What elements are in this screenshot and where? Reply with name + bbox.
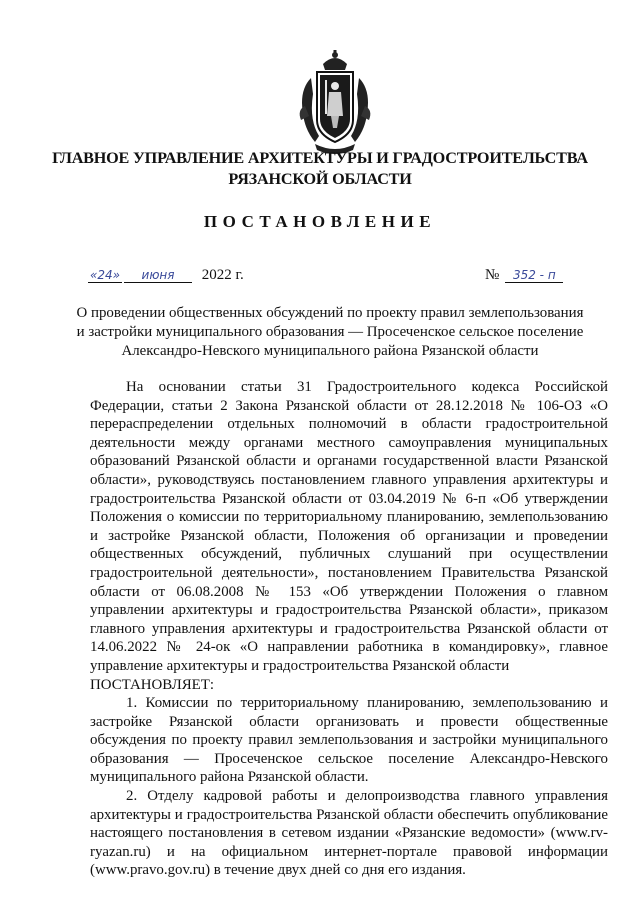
document-subject bbox=[60, 304, 600, 361]
date-close-quote: » bbox=[112, 268, 121, 282]
date-month: июня bbox=[124, 268, 192, 283]
subject-line-3: Александро-Невского муниципального района Рязанской области bbox=[121, 343, 539, 359]
date-day bbox=[88, 268, 122, 283]
clause-1: 1. Комиссии по территориальному планированию, землепользованию и застройке Рязанской области организовать и провести общественные обсуждения по проекту правил землепользования и застройки муниципального образования — Просеченское сельское поселение Александро-Невского муниципального района Рязанской области. bbox=[90, 695, 608, 786]
number-label: № bbox=[485, 267, 500, 283]
coat-of-arms-icon bbox=[295, 50, 375, 158]
org-name-line-1: ГЛАВНОЕ УПРАВЛЕНИЕ АРХИТЕКТУРЫ И ГРАДОСТРОИТЕЛЬСТВА bbox=[52, 149, 588, 167]
date-day-value: 24 bbox=[97, 268, 113, 282]
preamble-paragraph: На основании статьи 31 Градостроительного кодекса Российской Федерации, статьи 2 Закона Рязанской области от 28.12.2018 № 106-ОЗ «О перераспределении отдельных полномочий в области градостроительной деятельности между органами местного самоуправления муниципальных образований Рязанской области и органами государственной власти Рязанской области», руководствуясь постановлением главного управления архитектуры и градостроительства Рязанской области от 03.04.2019 № 6-п «Об утверждении Положения о комиссии по территориальному планированию, землепользованию и застройке Рязанской области, Положения об организации и проведении общественных обсуждений, публичных слушаний при осуществлении градостроительной деятельности», постановлением Правительства Рязанской области от 06.08.2008 № 153 «Об утверждении Положения о главном управлении архитектуры и градостроительства Рязанской области», приказом главного управления архитектуры и градостроительства Рязанской области от 14.06.2022 № 24-ок «О направлении работника в командировку», главное управление архитектуры и градостроительства Рязанской области bbox=[90, 379, 608, 674]
org-name-line-2: РЯЗАНСКОЙ ОБЛАСТИ bbox=[228, 170, 412, 188]
clause-2: 2. Отделу кадровой работы и делопроизводства главного управления архитектуры и градостроительства Рязанской области обеспечить опубликование настоящего постановления в сетевом издании «Рязанские ведомости» (www.rv-ryazan.ru) и на официальном интернет-портале правовой информации (www.pravo.gov.ru) в течение двух дней со дня его издания. bbox=[90, 788, 608, 879]
subject-line-1: О проведении общественных обсуждений по проекту правил землепользования bbox=[76, 305, 584, 321]
document-body bbox=[90, 378, 608, 880]
date-year: 2022 г. bbox=[201, 267, 244, 283]
document-date bbox=[88, 267, 244, 284]
document-type-title: ПОСТАНОВЛЕНИЕ bbox=[203, 212, 437, 231]
date-open-quote: « bbox=[89, 268, 98, 282]
subject-line-2: и застройки муниципального образования — Просеченское сельское поселение bbox=[76, 324, 584, 340]
document-number bbox=[485, 267, 563, 284]
resolves-heading: ПОСТАНОВЛЯЕТ: bbox=[90, 676, 214, 693]
issuing-authority bbox=[0, 148, 640, 190]
number-value: 352 - п bbox=[505, 268, 563, 283]
